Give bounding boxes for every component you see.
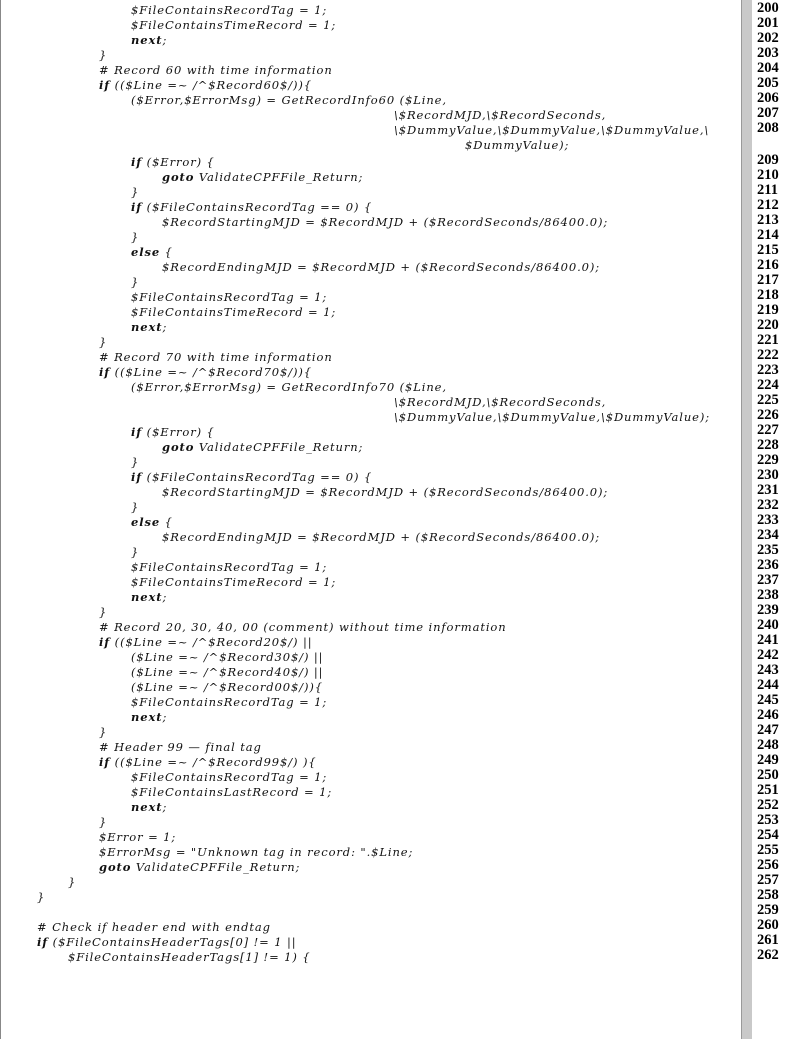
code-line (0, 935, 730, 950)
code-line (0, 395, 730, 410)
line-number: 213 (757, 212, 779, 228)
code-text: # Header 99 — final tag (99, 740, 262, 754)
code-text: $FileContainsTimeRecord = 1; (131, 305, 337, 319)
code-keyword: next (131, 800, 163, 814)
line-number: 227 (757, 422, 779, 438)
code-line (0, 845, 730, 860)
code-line (0, 63, 730, 78)
code-text: ($Error,$ErrorMsg) = GetRecordInfo60 ($Line, (131, 93, 447, 107)
line-number: 223 (757, 362, 779, 378)
code-line (0, 470, 730, 485)
code-line (0, 725, 730, 740)
code-line (0, 410, 730, 425)
line-number: 228 (757, 437, 779, 453)
code-text: } (131, 275, 140, 289)
code-text: ($FileContainsRecordTag == 0) { (142, 470, 373, 484)
code-line (0, 575, 730, 590)
code-text: $FileContainsLastRecord = 1; (131, 785, 333, 799)
code-text: ; (162, 590, 168, 604)
line-number: 238 (757, 587, 779, 603)
code-keyword: if (37, 935, 49, 949)
line-number: 244 (757, 677, 779, 693)
code-text: ; (162, 710, 168, 724)
line-number: 205 (757, 75, 779, 91)
line-number: 200 (757, 0, 779, 16)
code-line (0, 108, 730, 123)
code-text: # Record 60 with time information (99, 63, 333, 77)
code-line (0, 350, 730, 365)
line-number: 230 (757, 467, 779, 483)
code-text: $FileContainsRecordTag = 1; (131, 695, 328, 709)
code-text: $Error = 1; (99, 830, 177, 844)
line-number: 232 (757, 497, 779, 513)
code-text: $RecordStartingMJD = $RecordMJD + ($RecordSeconds/86400.0); (162, 215, 609, 229)
code-line (0, 275, 730, 290)
code-keyword: if (131, 155, 143, 169)
line-number: 202 (757, 30, 779, 46)
code-line (0, 93, 730, 108)
line-number: 210 (757, 167, 779, 183)
line-number: 250 (757, 767, 779, 783)
code-text: ; (162, 33, 168, 47)
code-text: } (99, 605, 108, 619)
code-text: ; (162, 320, 168, 334)
line-number: 245 (757, 692, 779, 708)
code-line (0, 305, 730, 320)
code-text: ValidateCPFFile_Return; (131, 860, 301, 874)
code-text: } (68, 875, 77, 889)
line-number: 207 (757, 105, 779, 121)
code-text: # Record 70 with time information (99, 350, 333, 364)
code-line (0, 545, 730, 560)
code-text: $ErrorMsg = "Unknown tag in record: ".$Line; (99, 845, 414, 859)
code-keyword: else (131, 245, 161, 259)
code-line (0, 185, 730, 200)
line-number: 225 (757, 392, 779, 408)
code-text: $RecordEndingMJD = $RecordMJD + ($RecordSeconds/86400.0); (162, 530, 601, 544)
code-text: { (160, 245, 173, 259)
line-number: 259 (757, 902, 779, 918)
code-text: ; (162, 800, 168, 814)
code-keyword: goto (162, 440, 195, 454)
code-line (0, 260, 730, 275)
code-line (0, 530, 730, 545)
code-line (0, 815, 730, 830)
code-line (0, 123, 730, 138)
code-line (0, 170, 730, 185)
line-number: 214 (757, 227, 779, 243)
code-text: \$RecordMJD,\$RecordSeconds, (394, 395, 607, 409)
code-line (0, 665, 730, 680)
code-keyword: if (131, 470, 143, 484)
line-number: 217 (757, 272, 779, 288)
line-number-column (757, 0, 785, 1039)
code-line (0, 320, 730, 335)
code-text: \$DummyValue,\$DummyValue,\$DummyValue,\ (394, 123, 710, 137)
code-text: (($Line =~ /^$Record70$/)){ (110, 365, 313, 379)
code-line (0, 335, 730, 350)
code-line (0, 48, 730, 63)
code-text: ($FileContainsHeaderTags[0] != 1 || (48, 935, 297, 949)
line-number: 234 (757, 527, 779, 543)
line-number: 252 (757, 797, 779, 813)
code-keyword: next (131, 33, 163, 47)
code-text: ($Error) { (142, 425, 215, 439)
line-number: 241 (757, 632, 779, 648)
code-line (0, 3, 730, 18)
code-keyword: if (99, 755, 111, 769)
code-line (0, 650, 730, 665)
code-text: $FileContainsHeaderTags[1] != 1) { (68, 950, 311, 964)
code-keyword: if (99, 78, 111, 92)
code-text: } (131, 185, 140, 199)
code-line (0, 245, 730, 260)
code-keyword: next (131, 320, 163, 334)
line-number: 224 (757, 377, 779, 393)
line-number: 239 (757, 602, 779, 618)
code-line (0, 830, 730, 845)
code-text: \$RecordMJD,\$RecordSeconds, (394, 108, 607, 122)
line-number: 206 (757, 90, 779, 106)
code-line (0, 515, 730, 530)
code-line (0, 18, 730, 33)
code-line (0, 590, 730, 605)
line-number: 261 (757, 932, 779, 948)
line-number: 256 (757, 857, 779, 873)
code-text: } (99, 725, 108, 739)
code-line (0, 755, 730, 770)
code-line (0, 920, 730, 935)
line-number: 246 (757, 707, 779, 723)
code-line (0, 770, 730, 785)
line-number: 251 (757, 782, 779, 798)
line-number: 212 (757, 197, 779, 213)
code-line (0, 138, 730, 153)
code-text: } (131, 455, 140, 469)
code-keyword: if (99, 635, 111, 649)
line-number: 226 (757, 407, 779, 423)
code-text: ValidateCPFFile_Return; (194, 170, 364, 184)
code-text: } (99, 48, 108, 62)
line-number: 204 (757, 60, 779, 76)
code-line (0, 605, 730, 620)
line-number: 236 (757, 557, 779, 573)
line-number: 253 (757, 812, 779, 828)
code-line (0, 695, 730, 710)
line-number: 248 (757, 737, 779, 753)
code-line (0, 33, 730, 48)
code-line (0, 200, 730, 215)
code-line (0, 740, 730, 755)
line-number: 231 (757, 482, 779, 498)
code-line (0, 875, 730, 890)
code-line (0, 215, 730, 230)
line-number: 257 (757, 872, 779, 888)
code-text: $FileContainsRecordTag = 1; (131, 290, 328, 304)
code-line (0, 710, 730, 725)
code-line (0, 680, 730, 695)
code-line (0, 620, 730, 635)
line-number: 229 (757, 452, 779, 468)
line-number: 221 (757, 332, 779, 348)
line-number: 219 (757, 302, 779, 318)
code-line (0, 560, 730, 575)
code-line (0, 500, 730, 515)
line-number: 201 (757, 15, 779, 31)
code-text: $DummyValue); (465, 138, 570, 152)
code-text: } (131, 500, 140, 514)
code-keyword: else (131, 515, 161, 529)
code-text: } (99, 335, 108, 349)
code-line (0, 78, 730, 93)
code-keyword: goto (99, 860, 132, 874)
line-number: 209 (757, 152, 779, 168)
line-number: 242 (757, 647, 779, 663)
line-number: 215 (757, 242, 779, 258)
code-line (0, 485, 730, 500)
line-number: 203 (757, 45, 779, 61)
code-line (0, 950, 730, 965)
code-text: ($Line =~ /^$Record30$/) || (131, 650, 324, 664)
code-text: } (131, 230, 140, 244)
code-text: } (37, 890, 46, 904)
code-keyword: if (131, 200, 143, 214)
code-line (0, 380, 730, 395)
code-line (0, 860, 730, 875)
code-text: $FileContainsTimeRecord = 1; (131, 575, 337, 589)
line-number: 243 (757, 662, 779, 678)
code-text: ($FileContainsRecordTag == 0) { (142, 200, 373, 214)
code-keyword: if (99, 365, 111, 379)
code-keyword: goto (162, 170, 195, 184)
line-number: 249 (757, 752, 779, 768)
code-text: ($Error) { (142, 155, 215, 169)
line-number: 233 (757, 512, 779, 528)
code-text: ValidateCPFFile_Return; (194, 440, 364, 454)
line-number-gutter-bar (741, 0, 752, 1039)
line-number: 258 (757, 887, 779, 903)
line-number: 220 (757, 317, 779, 333)
code-line (0, 905, 730, 920)
line-number: 211 (757, 182, 778, 198)
code-line (0, 425, 730, 440)
code-text: $FileContainsTimeRecord = 1; (131, 18, 337, 32)
code-line (0, 890, 730, 905)
code-text: (($Line =~ /^$Record99$/) ){ (110, 755, 317, 769)
code-line (0, 155, 730, 170)
code-text: $FileContainsRecordTag = 1; (131, 770, 328, 784)
code-text: # Check if header end with endtag (37, 920, 271, 934)
line-number: 216 (757, 257, 779, 273)
code-line (0, 290, 730, 305)
line-number: 240 (757, 617, 779, 633)
code-text: $FileContainsRecordTag = 1; (131, 560, 328, 574)
code-keyword: next (131, 590, 163, 604)
code-line (0, 230, 730, 245)
line-number: 235 (757, 542, 779, 558)
code-text: ($Error,$ErrorMsg) = GetRecordInfo70 ($Line, (131, 380, 447, 394)
code-text: $RecordStartingMJD = $RecordMJD + ($RecordSeconds/86400.0); (162, 485, 609, 499)
code-text: ($Line =~ /^$Record00$/)){ (131, 680, 323, 694)
line-number: 247 (757, 722, 779, 738)
code-line (0, 440, 730, 455)
line-number: 262 (757, 947, 779, 963)
code-line (0, 455, 730, 470)
line-number: 260 (757, 917, 779, 933)
code-line (0, 365, 730, 380)
code-text: $RecordEndingMJD = $RecordMJD + ($RecordSeconds/86400.0); (162, 260, 601, 274)
code-line (0, 800, 730, 815)
code-keyword: next (131, 710, 163, 724)
line-number: 237 (757, 572, 779, 588)
code-text: (($Line =~ /^$Record60$/)){ (110, 78, 313, 92)
line-number: 254 (757, 827, 779, 843)
code-text: # Record 20, 30, 40, 00 (comment) without time information (99, 620, 507, 634)
code-text: } (131, 545, 140, 559)
code-text: ($Line =~ /^$Record40$/) || (131, 665, 324, 679)
line-number: 218 (757, 287, 779, 303)
code-line (0, 635, 730, 650)
code-text: \$DummyValue,\$DummyValue,\$DummyValue); (394, 410, 711, 424)
line-number: 208 (757, 120, 779, 136)
code-text: } (99, 815, 108, 829)
line-number: 255 (757, 842, 779, 858)
code-line (0, 785, 730, 800)
line-number: 222 (757, 347, 779, 363)
code-text: $FileContainsRecordTag = 1; (131, 3, 328, 17)
code-text: (($Line =~ /^$Record20$/) || (110, 635, 313, 649)
code-text: { (160, 515, 173, 529)
code-keyword: if (131, 425, 143, 439)
